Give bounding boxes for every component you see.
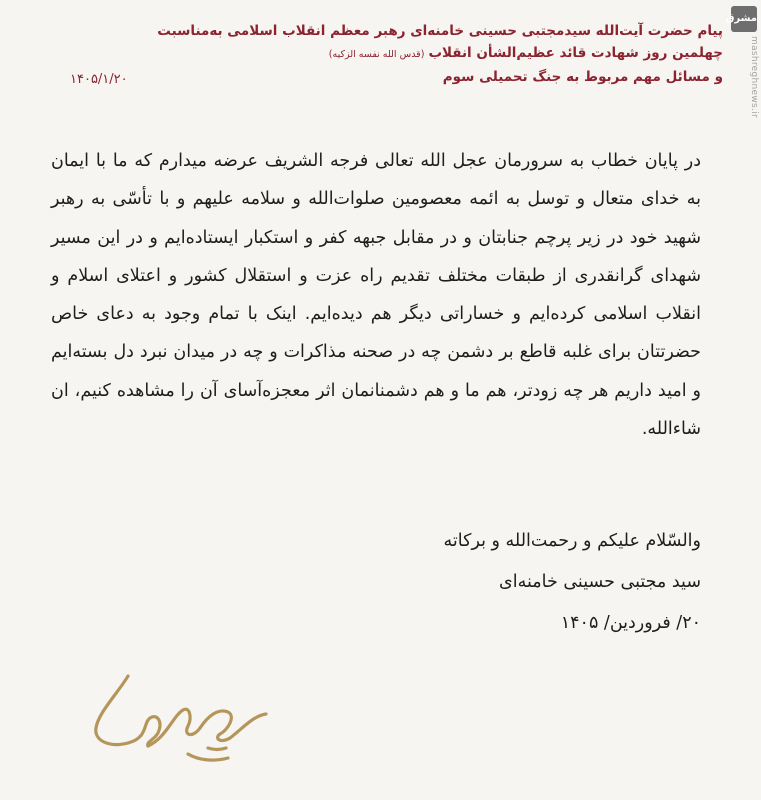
header-line-2-main: چهلمین روز شهادت قائد عظیم‌الشأن انقلاب — [428, 45, 723, 61]
message-body: در پایان خطاب به سرورمان عجل الله تعالی فرجه الشریف عرضه میدارم که ما با ایمان به خدای متعال و توسل به ائمه معصومین صلوات‌الله و سلامه علیهم و با تأسّی به رهبر شهید خود در زیر پرچم جنابتان و در مقابل جبهه کفر و استکبار ایستاده‌ایم و در این مسیر شهدای گرانقدری از طبقات مختلف تقدیم راه عزت و استقلال کشور و اعتلای اسلام و انقلاب اسلامی کرده‌ایم و خساراتی دیگر هم دیده‌ایم. اینک با تمام وجود به دعای خاص حضرتتان برای غلبه قاطع بر دشمن چه در صحنه مذاکرات و چه در میدان نبرد دل بسته‌ایم و امید داریم هر چه زودتر، هم ما و هم دشمنانمان اثر معجزه‌آسای آن را مشاهده کنیم، ان شاءالله. — [51, 151, 701, 440]
closing-date: ۲۰/ فروردین/ ۱۴۰۵ — [560, 613, 701, 633]
watermark-url: mashreghnews.ir — [749, 36, 759, 118]
signer-name: سید مجتبی حسینی خامنه‌ای — [499, 572, 701, 592]
closing-salutation: والسّلام علیکم و رحمت‌الله و برکاته — [443, 531, 701, 551]
header-line-1: پیام حضرت آیت‌الله سیدمجتبی حسینی خامنه‌ای رهبر معظم انقلاب اسلامی به‌مناسبت — [157, 23, 723, 39]
header-date: ۱۴۰۵/۱/۲۰ — [70, 72, 128, 87]
closing-block — [51, 521, 701, 644]
header-line-2-honorific: (قدس الله نفسه الزکیه) — [328, 49, 425, 60]
header-line-3: و مسائل مهم مربوط به جنگ تحمیلی سوم — [442, 69, 723, 85]
news-logo: مشرق — [731, 6, 757, 32]
message-header — [123, 20, 723, 88]
header-line-2 — [123, 42, 723, 66]
signature-image — [88, 668, 278, 768]
